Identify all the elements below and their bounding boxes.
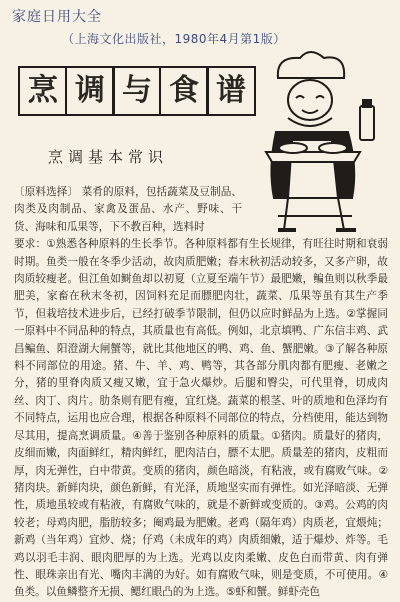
title-char-5: 谱 [206, 66, 256, 116]
paragraph-requirements: 要求：①熟悉各种原料的生长季节。各种原料都有生长规律，有旺往时期和衰弱时期。鱼类一般在冬季少活动，故肉质肥嫩；春末秋初活动较多，又多产卵，故肉质较瘦老。但江鱼如鲥鱼却以初夏（立夏至端午节）最肥嫩，鳊鱼则以秋季最肥美，家畜在秋末冬初，因饲料充足而膘肥肉壮，蔬菜、瓜果等虽有其生产季节，但栽培技术进步后，已经打破季节限制，但仍以应时鲜品为上选。②掌握同一原料中不同品种的特点，其质量也有高低。例如，北京填鸭、广东信丰鸡、武昌鳊鱼、阳澄湖大闸蟹等，就比其他地区的鸭、鸡、鱼、蟹肥嫩。③了解各种原料不同部位的用途。猪、牛、羊、鸡、鸭等，其各部分肌肉都有肥瘦、老嫩之分，猪的里脊肉质又瘦又嫩，宜于急火爆炒。后腿和臀尖，可代里脊，切成肉丝、肉丁、肉片。肋条则有肥有瘦，宜红烧。蔬菜的根茎、叶的质地和色泽均有不同特点，运用也应合理，根据各种原料不同部位的特点，分档使用，能达到物尽其用，提高烹调质量。④善于鉴别各种原料的质量。①猪肉。质量好的猪肉，皮细而嫩，肉面鲜红，精肉鲜红，肥肉洁白，膘不太肥。质量差的猪肉，皮粗而厚，肉无弹性，白中带黄。变质的猪肉，颜色暗淡，有粘液，或有腐败气味。②猪肉块。新鲜肉块，颜色新鲜，有光泽，质地坚实而有弹性。如光泽暗淡、无弹性，质地虽较或有粘液，有腐败气味的，就是不新鲜或变质的。③鸡。公鸡的肉较老；母鸡肉肥，脂肪较多；阉鸡最为肥嫩。老鸡（隔年鸡）肉质老，宜煨炖；新鸡（当年鸡）宜炒、烧；仔鸡（未成年的鸡）肉质细嫩，适于爆炒、炸等。毛鸡以羽毛丰润、眼肉肥厚的为上选。光鸡以皮肉柔嫩、皮色白而带黄、肉有弹性、眼珠亲出有光、嘴肉丰满的为好。如有腐败气味，则是变质，不可使用。④鱼类。以鱼鳞整齐无损、鳃红眼凸的为上选。⑤虾和蟹。鲜虾壳色 [14, 238, 388, 599]
title-char-4: 食 [159, 66, 209, 116]
handwritten-book-title: 家庭日用大全 [12, 9, 102, 25]
title-char-3: 与 [112, 66, 162, 116]
title-char-2: 调 [65, 66, 115, 116]
section-heading: 烹调基本常识 [48, 148, 169, 166]
title-char-1: 烹 [18, 66, 68, 116]
paragraph-intro: 〔原料选择〕 菜肴的原料，包括蔬菜及豆制品、肉类及肉制品、家禽及蛋品、水产、野味、干货、海味和瓜果等，下不教百种，选料时 [14, 186, 242, 233]
chapter-title [18, 66, 256, 122]
handwritten-publisher-note: （上海文化出版社，1980年4月第1版） [62, 32, 286, 46]
article-body [14, 184, 388, 602]
